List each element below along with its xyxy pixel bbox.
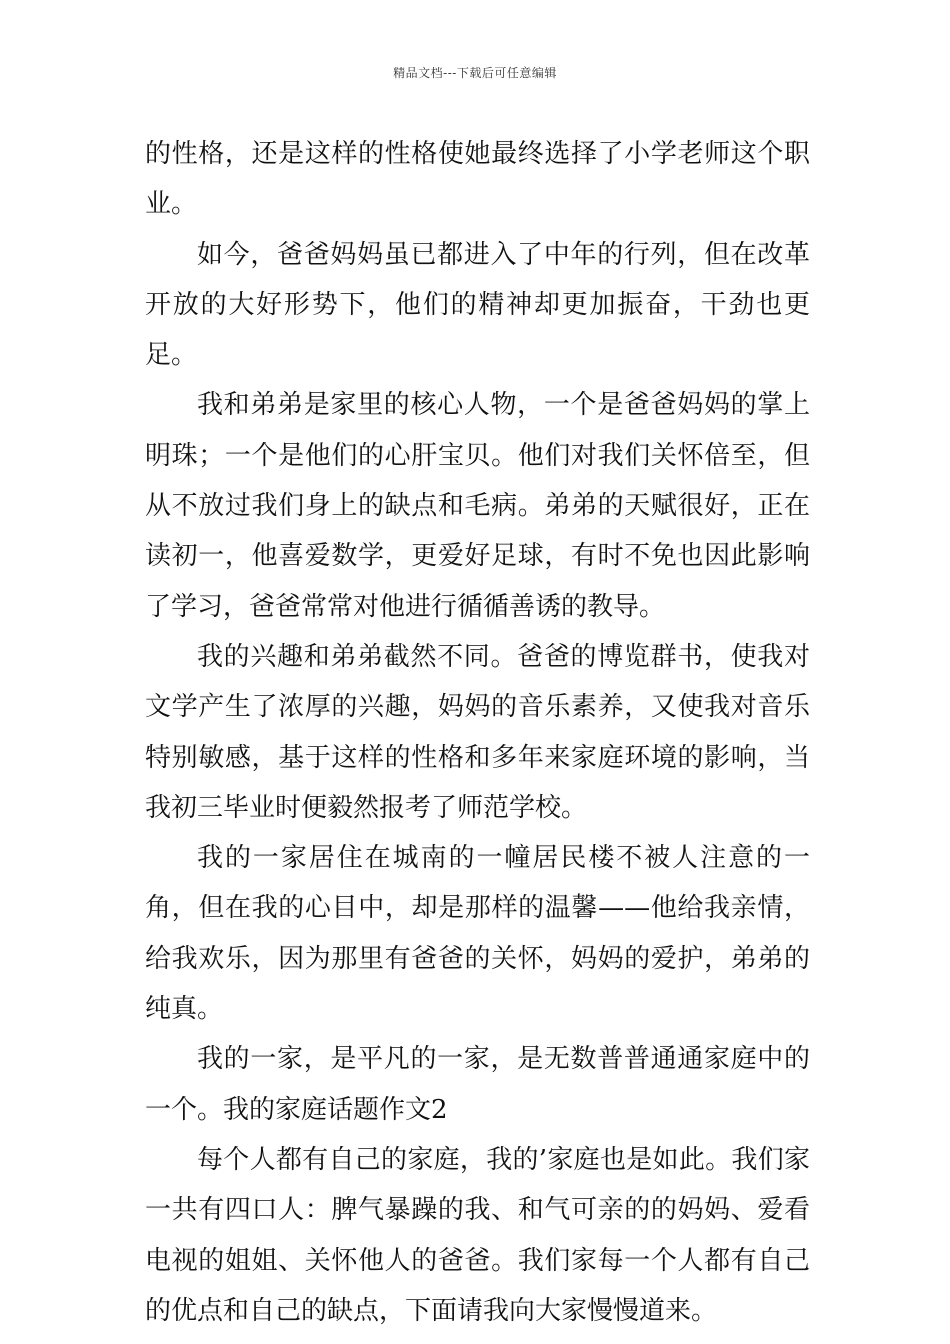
page-header: 精品文档---下载后可任意编辑 xyxy=(393,66,557,80)
paragraph: 我的兴趣和弟弟截然不同。爸爸的博览群书，使我对文学产生了浓厚的兴趣，妈妈的音乐素养，又使我对音乐特别敏感，基于这样的性格和多年来家庭环境的影响，当我初三毕业时便毅然报考了师范学校。 xyxy=(145,641,810,823)
paragraph: 我的一家居住在城南的一幢居民楼不被人注意的一角，但在我的心目中，却是那样的温馨——他给我亲情，给我欢乐，因为那里有爸爸的关怀，妈妈的爱护，弟弟的纯真。 xyxy=(145,843,810,1025)
document-body xyxy=(145,129,810,1336)
paragraph: 每个人都有自己的家庭，我的’家庭也是如此。我们家一共有四口人：脾气暴躁的我、和气可亲的的妈妈、爱看电视的姐姐、关怀他人的爸爸。我们家每一个人都有自己的优点和自己的缺点，下面请我向大家慢慢道来。 xyxy=(145,1144,810,1326)
paragraph: 的性格，还是这样的性格使她最终选择了小学老师这个职业。 xyxy=(145,139,810,220)
paragraph: 我和弟弟是家里的核心人物，一个是爸爸妈妈的掌上明珠；一个是他们的心肝宝贝。他们对我们关怀倍至，但从不放过我们身上的缺点和毛病。弟弟的天赋很好，正在读初一，他喜爱数学，更爱好足球，有时不免也因此影响了学习，爸爸常常对他进行循循善诱的教导。 xyxy=(145,390,810,622)
paragraph: 如今，爸爸妈妈虽已都进入了中年的行列，但在改革开放的大好形势下，他们的精神却更加振奋，干劲也更足。 xyxy=(145,239,810,371)
paragraph: 我的一家，是平凡的一家，是无数普普通通家庭中的一个。我的家庭话题作文2 xyxy=(145,1044,810,1125)
